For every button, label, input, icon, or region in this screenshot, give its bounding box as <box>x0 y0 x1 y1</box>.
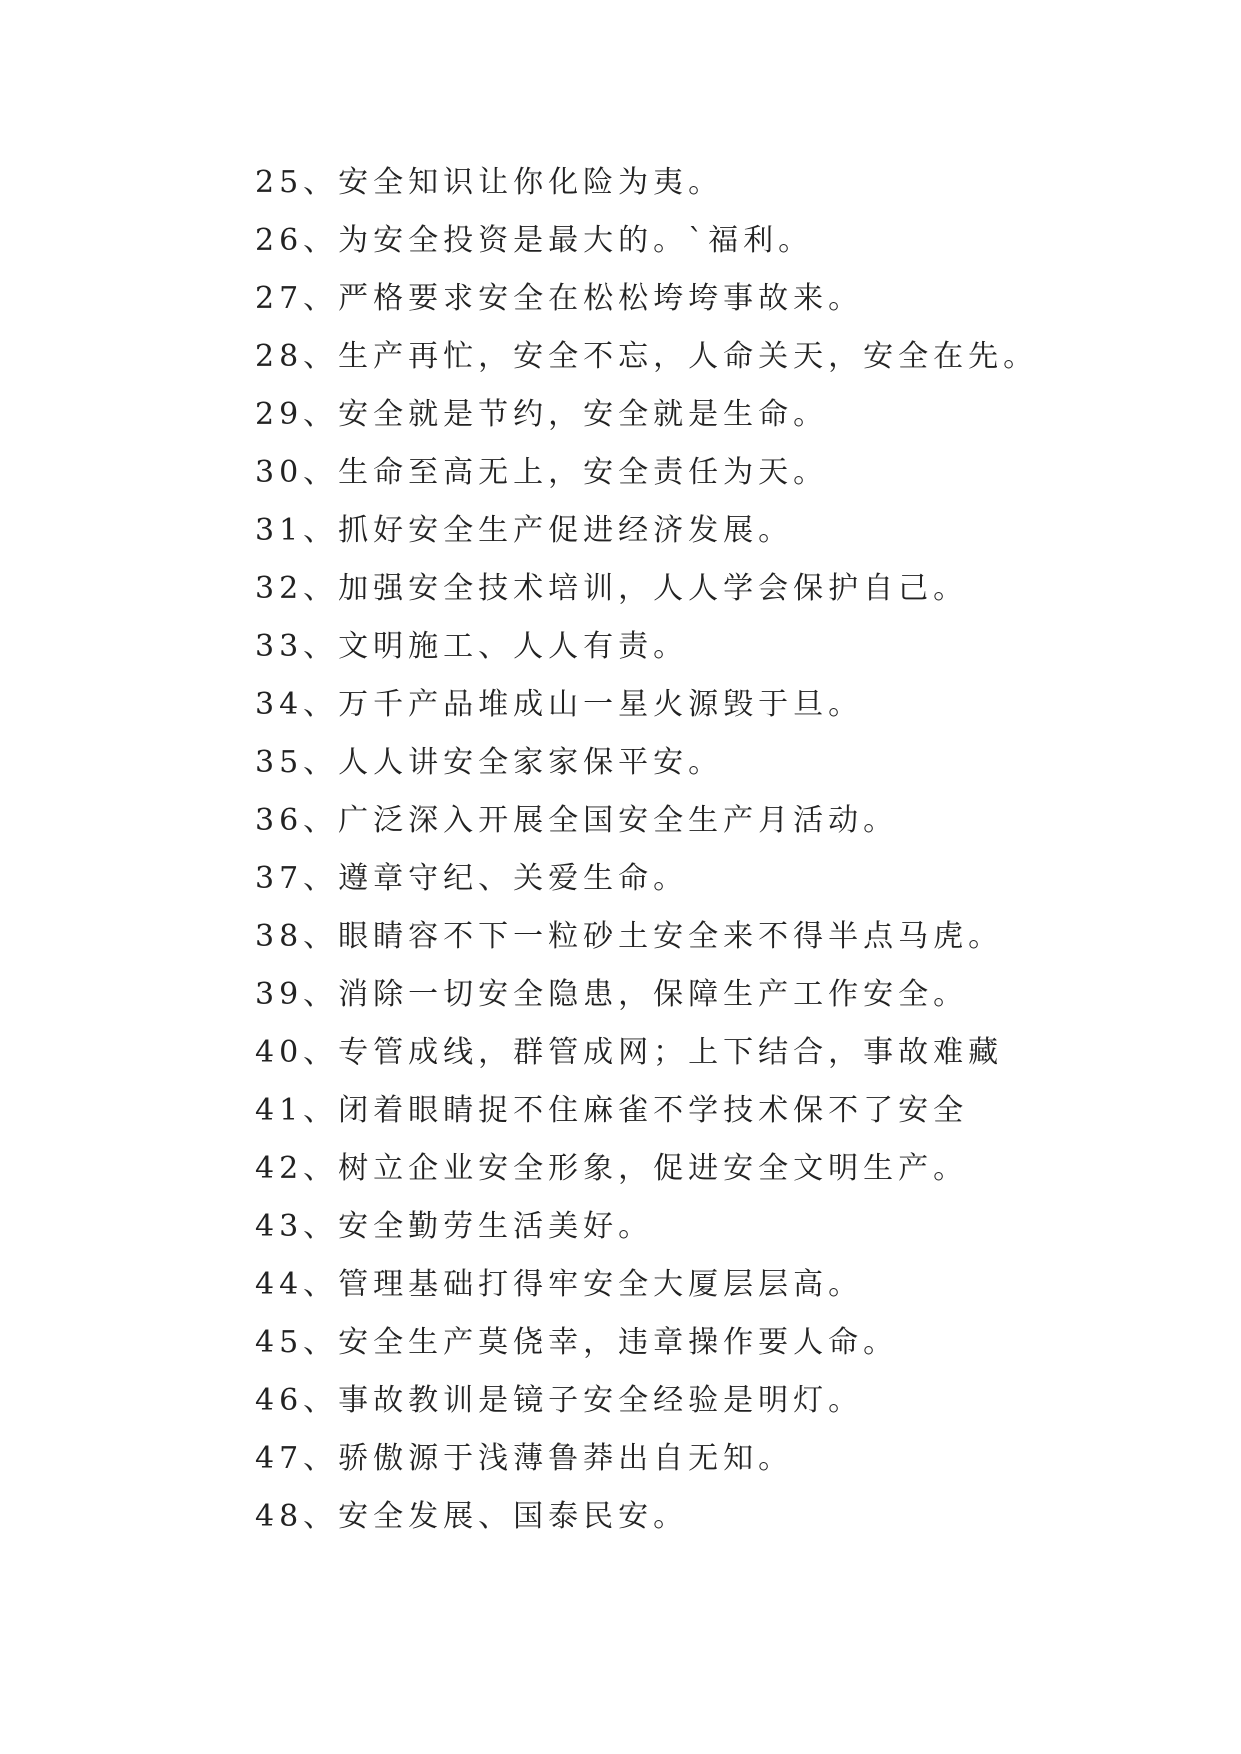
list-item: 33、文明施工、人人有责。 <box>255 629 689 664</box>
list-item: 39、消除一切安全隐患，保障生产工作安全。 <box>255 977 969 1012</box>
list-item: 35、人人讲安全家家保平安。 <box>255 745 724 780</box>
list-item: 34、万千产品堆成山一星火源毁于旦。 <box>255 687 864 722</box>
list-item: 44、管理基础打得牢安全大厦层层高。 <box>255 1267 864 1302</box>
slogan-list <box>255 154 1038 1546</box>
list-item: 42、树立企业安全形象，促进安全文明生产。 <box>255 1151 969 1186</box>
list-item: 40、专管成线，群管成网；上下结合，事故难藏 <box>255 1035 1004 1070</box>
list-item: 32、加强安全技术培训，人人学会保护自己。 <box>255 571 969 606</box>
list-item: 31、抓好安全生产促进经济发展。 <box>255 513 794 548</box>
list-item: 30、生命至高无上，安全责任为天。 <box>255 455 829 490</box>
list-item: 25、安全知识让你化险为夷。 <box>255 165 724 200</box>
list-item: 37、遵章守纪、关爱生命。 <box>255 861 689 896</box>
list-item: 28、生产再忙，安全不忘，人命关天，安全在先。 <box>255 339 1039 374</box>
list-item: 48、安全发展、国泰民安。 <box>255 1499 689 1534</box>
list-item: 36、广泛深入开展全国安全生产月活动。 <box>255 803 899 838</box>
list-item: 26、为安全投资是最大的。`福利。 <box>255 223 814 258</box>
list-item: 29、安全就是节约，安全就是生命。 <box>255 397 829 432</box>
list-item: 45、安全生产莫侥幸，违章操作要人命。 <box>255 1325 899 1360</box>
list-item: 41、闭着眼睛捉不住麻雀不学技术保不了安全 <box>255 1093 969 1128</box>
list-item: 27、严格要求安全在松松垮垮事故来。 <box>255 281 864 316</box>
list-item: 47、骄傲源于浅薄鲁莽出自无知。 <box>255 1441 794 1476</box>
list-item: 38、眼睛容不下一粒砂土安全来不得半点马虎。 <box>255 919 1004 954</box>
list-item: 43、安全勤劳生活美好。 <box>255 1209 654 1244</box>
list-item: 46、事故教训是镜子安全经验是明灯。 <box>255 1383 864 1418</box>
